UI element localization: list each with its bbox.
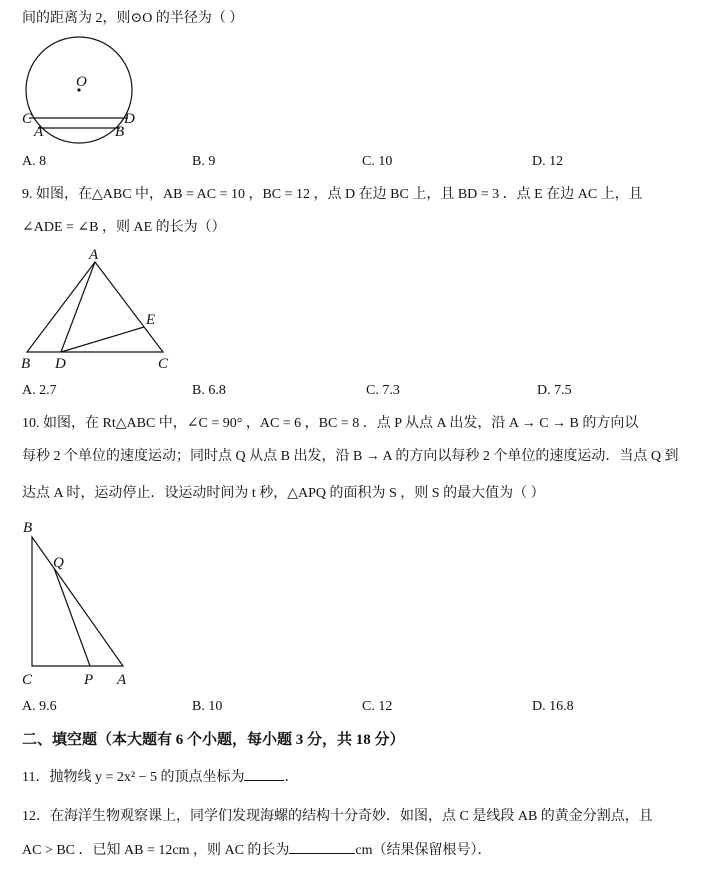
q8-label-c: C [22, 111, 33, 127]
q12-line2-suffix: cm（结果保留根号）． [355, 843, 492, 858]
q12-stem-line1: 12．在海洋生物观察课上，同学们发现海螺的结构十分奇妙．如图，点 C 是线段 AB 的黄金分割点，且 [22, 809, 653, 824]
q9-option-d: D. 7.5 [537, 383, 572, 398]
q10-stem-line1: 10. 如图，在 Rt△ABC 中，∠C = 90° ，AC = 6 ，BC = 8 ．点 P 从点 A 出发，沿 A → C → B 的方向以 [22, 416, 639, 431]
q10-stem-line3: 达点 A 时，运动停止．设运动时间为 t 秒，△APQ 的面积为 S ，则 S 的最大值为（ ） [22, 486, 545, 501]
q10-segment-qp [54, 568, 90, 666]
q11-suffix: ． [284, 770, 299, 785]
q10-option-d: D. 16.8 [532, 699, 574, 714]
q10-label-b: B [23, 520, 33, 536]
q8-option-b: B. 9 [192, 154, 216, 169]
q8-option-d: D. 12 [532, 154, 564, 169]
q8-option-a: A. 8 [22, 154, 47, 169]
q12-stem-line2 [22, 842, 492, 860]
q9-option-a: A. 2.7 [22, 383, 57, 398]
q9-label-b: B [21, 356, 31, 372]
q8-label-d: D [124, 111, 135, 127]
q9-label-d: D [55, 356, 66, 372]
q11-stem [22, 769, 298, 787]
q9-stem-line1: 9. 如图，在△ABC 中，AB = AC = 10 ，BC = 12 ，点 D 在边 BC 上，且 BD = 3 ．点 E 在边 AC 上，且 [22, 187, 643, 202]
q11-answer-blank[interactable] [244, 780, 284, 781]
q8-label-b: B [115, 124, 125, 140]
q9-option-b: B. 6.8 [192, 383, 226, 398]
q10-option-a: A. 9.6 [22, 699, 57, 714]
q10-stem-line2: 每秒 2 个单位的速度运动；同时点 Q 从点 B 出发，沿 B → A 的方向以每秒 2 个单位的速度运动．当点 Q 到 [22, 449, 679, 464]
q10-option-b: B. 10 [192, 699, 223, 714]
q11-prefix: 11．抛物线 y = 2x² − 5 的顶点坐标为 [22, 770, 245, 785]
q10-label-c: C [22, 672, 33, 688]
q9-label-e: E [146, 312, 156, 328]
q10-label-q: Q [53, 555, 64, 571]
q10-triangle-abc [32, 537, 123, 666]
q9-option-c: C. 7.3 [366, 383, 400, 398]
q12-line2-prefix: AC > BC ．已知 AB = 12cm ，则 AC 的长为 [22, 843, 290, 858]
q10-option-c: C. 12 [362, 699, 393, 714]
q9-label-a: A [89, 247, 99, 263]
q8-label-a: A [34, 124, 44, 140]
q8-tail-text: 间的距离为 2，则⊙O 的半径为（ ） [22, 11, 244, 26]
q8-label-o: O [76, 74, 87, 90]
q10-label-p: P [84, 672, 94, 688]
q9-stem-line2: ∠ADE = ∠B ，则 AE 的长为（） [22, 220, 226, 235]
section-2-heading: 二、填空题（本大题有 6 个小题，每小题 3 分，共 18 分） [22, 732, 405, 748]
q12-answer-blank[interactable] [289, 853, 355, 854]
q8-option-c: C. 10 [362, 154, 393, 169]
q10-label-a: A [117, 672, 127, 688]
q9-label-c: C [158, 356, 169, 372]
